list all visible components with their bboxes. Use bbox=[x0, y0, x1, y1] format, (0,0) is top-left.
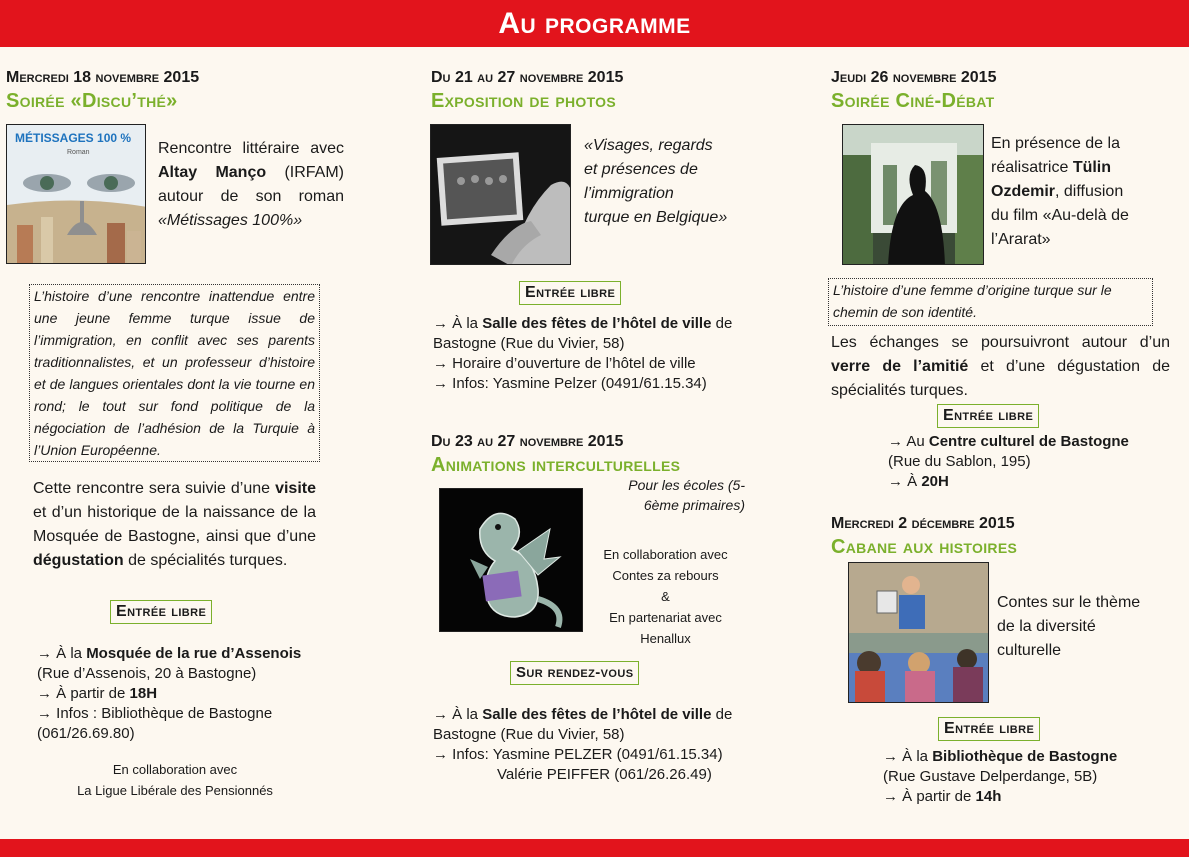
event1-intro: Rencontre littéraire avec Altay Manço (IRFAM) autour de son roman «Métissages 100%» bbox=[158, 140, 344, 229]
photo-exhibition-image bbox=[430, 124, 571, 265]
event4-details: → Au Centre culturel de Bastogne (Rue du Sablon, 195) → À 20H bbox=[888, 433, 1129, 490]
event5-entree-badge: Entrée libre bbox=[938, 717, 1040, 741]
event1-synopsis-box: L’histoire d’une rencontre inattendue entre une jeune femme turque issue de l’immigration, en conflit avec ses parents traditionnalistes, et un professeur d’histoire et de langues orientales dont la vie tourne en rond; le tout sur fond politique de la négociation de l’adhésion de la Turquie à l’Union Européenne. bbox=[29, 284, 320, 462]
event4-exchange: Les échanges se poursuivront autour d’un verre de l’amitié et d’une dégustation de spécialités turques. bbox=[831, 334, 1170, 399]
banner-title: Au programme bbox=[0, 0, 1189, 47]
storytelling-art bbox=[849, 563, 989, 703]
event3-audience: Pour les écoles (5- 6ème primaires) bbox=[628, 477, 745, 513]
event2-title: Exposition de photos bbox=[431, 90, 616, 112]
event4-title: Soirée Ciné-Débat bbox=[831, 90, 995, 112]
book-cover-title: MÉTISSAGES 100 % bbox=[15, 131, 132, 145]
event3-date: Du 23 au 27 novembre 2015 bbox=[431, 433, 624, 450]
event5-title: Cabane aux histoires bbox=[831, 536, 1018, 558]
dragon-illustration bbox=[440, 489, 583, 632]
event5-date: Mercredi 2 décembre 2015 bbox=[831, 515, 1015, 532]
event3-details: → À la Salle des fêtes de l’hôtel de ville de Bastogne (Rue du Vivier, 58) → Infos: Yasmine PELZER (0491/61.15.34) Valérie PEIFFER (061/26.26.49) bbox=[433, 706, 733, 783]
event1-details: → À la Mosquée de la rue d’Assenois (Rue d’Assenois, 20 à Bastogne) → À partir de 18H → Infos : Bibliothèque de Bastogne (061/26.69.80) bbox=[37, 645, 302, 742]
film-still-art bbox=[843, 125, 984, 265]
event4-intro: En présence de la réalisatrice Tülin Ozdemir, diffusion du film «Au-delà de l’Ararat» bbox=[991, 135, 1129, 248]
photo-exhibition-art bbox=[431, 125, 571, 265]
event4-synopsis-box: L’histoire d’une femme d’origine turque sur le chemin de son identité. bbox=[828, 278, 1153, 326]
event1-entree-badge: Entrée libre bbox=[110, 600, 212, 624]
event1-title: Soirée «Discu’thé» bbox=[6, 90, 178, 112]
event3-collaboration: En collaboration avec Contes za rebours & En partenariat avec Henallux bbox=[603, 547, 728, 646]
event1-followup: Cette rencontre sera suivie d’une visite et d’un historique de la naissance de la Mosquée de Bastogne, ainsi que d’une dégustation de spécialités turques. bbox=[33, 480, 316, 569]
event1-date: Mercredi 18 novembre 2015 bbox=[6, 69, 200, 86]
event2-entree-badge: Entrée libre bbox=[519, 281, 621, 305]
event5-details: → À la Bibliothèque de Bastogne (Rue Gustave Delperdange, 5B) → À partir de 14h bbox=[883, 748, 1118, 805]
book-cover-image bbox=[6, 124, 146, 264]
event4-date: Jeudi 26 novembre 2015 bbox=[831, 69, 997, 86]
event3-rdv-badge: Sur rendez-vous bbox=[510, 661, 639, 685]
event2-description: «Visages, regards et présences de l’immigration turque en Belgique» bbox=[584, 137, 728, 226]
event4-entree-badge: Entrée libre bbox=[937, 404, 1039, 428]
event2-date: Du 21 au 27 novembre 2015 bbox=[431, 69, 624, 86]
book-cover-subtitle: Roman bbox=[67, 149, 90, 156]
event5-description: Contes sur le thème de la diversité culturelle bbox=[997, 594, 1141, 659]
event3-title: Animations interculturelles bbox=[431, 454, 681, 476]
film-still-image bbox=[842, 124, 984, 265]
storytelling-image bbox=[848, 562, 989, 703]
footer-bar bbox=[0, 839, 1189, 857]
dragon-image bbox=[439, 488, 583, 632]
event1-collaboration: En collaboration avec La Ligue Libérale des Pensionnés bbox=[77, 762, 273, 798]
book-cover-art bbox=[7, 125, 146, 264]
event2-details: → À la Salle des fêtes de l’hôtel de ville de Bastogne (Rue du Vivier, 58) → Horaire d’ouverture de l’hôtel de ville → Infos: Yasmine Pelzer (0491/61.15.34) bbox=[433, 315, 733, 392]
